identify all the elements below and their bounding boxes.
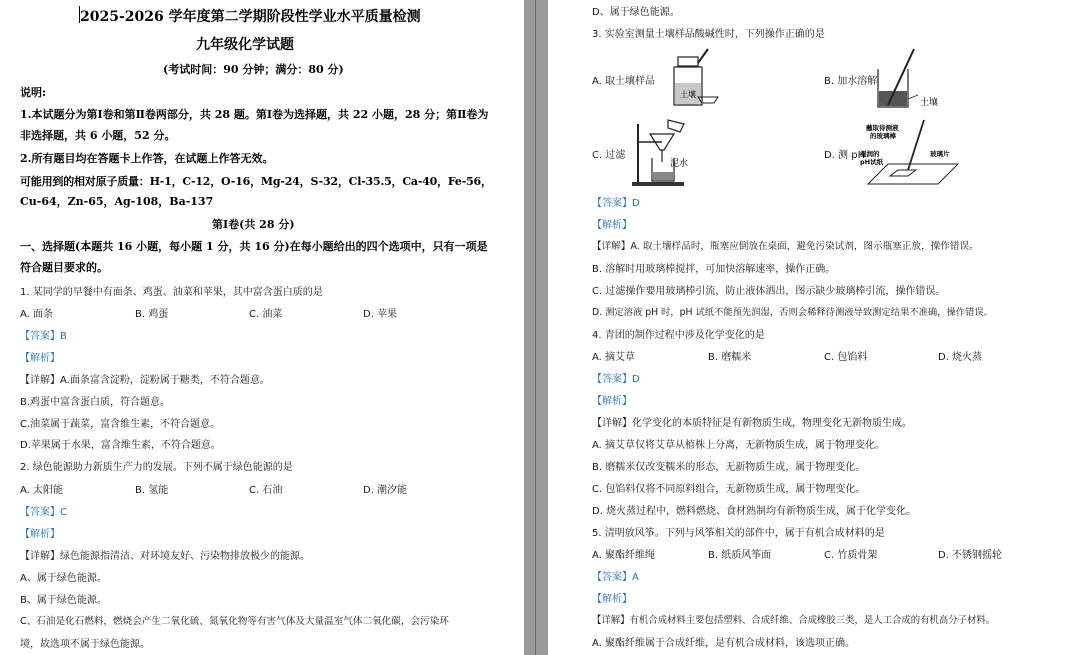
fig-d-label-3: 湿润的 xyxy=(860,150,880,158)
q2-option-d: D. 潮汐能 xyxy=(363,485,408,496)
q5-option-d: D. 不锈钢摇轮 xyxy=(938,550,1003,561)
q3-analysis-label: 【解析】 xyxy=(592,220,632,231)
section-title: 第Ⅰ卷(共 28 分) xyxy=(212,218,295,231)
q1-analysis-label: 【解析】 xyxy=(20,353,60,364)
q1-detail: D.苹果属于水果，富含维生素，不符合题意。 xyxy=(20,440,221,451)
q1-detail: B.鸡蛋中富含蛋白质，符合题意。 xyxy=(20,397,171,408)
q2-option-b: B. 氢能 xyxy=(135,485,169,496)
q3-answer: 【答案】D xyxy=(592,198,640,209)
q3-detail: D. 测定溶液 pH 时，pH 试纸不能预先润湿，否则会稀释待测液导致测定结果不准确，操作错误。 xyxy=(592,307,994,318)
page-gutter xyxy=(524,0,548,655)
q4-option-b: B. 磨糯米 xyxy=(708,352,752,363)
figure-soil-sampling xyxy=(664,47,720,109)
q2-analysis-label: 【解析】 xyxy=(20,529,60,540)
question-2-stem: 2. 绿色能源助力新质生产力的发展。下列不属于绿色能源的是 xyxy=(20,462,293,473)
q3-option-c: C. 过滤 xyxy=(592,150,626,161)
q4-detail: B. 磨糯米仅改变糯米的形态，无新物质生成，属于物理变化。 xyxy=(592,462,866,473)
q3-detail: B. 溶解时用玻璃棒搅拌，可加快溶解速率，操作正确。 xyxy=(592,264,836,275)
q1-detail: 【详解】A.面条富含淀粉，淀粉属于糖类，不符合题意。 xyxy=(20,375,270,386)
exam-title: 2025-2026 学年度第二学期阶段性学业水平质量检测 xyxy=(80,9,421,25)
notes-line: 1.本试题分为第Ⅰ卷和第Ⅱ卷两部分，共 28 题。第Ⅰ卷为选择题，共 22 小题，28 分；第Ⅱ卷为 xyxy=(20,108,489,121)
q1-option-c: C. 油菜 xyxy=(249,309,283,320)
q1-option-d: D. 苹果 xyxy=(363,309,398,320)
fig-d-label-5: 玻璃片 xyxy=(930,150,950,158)
atomic-masses-line: 可能用到的相对原子质量：H-1，C-12，O-16，Mg-24，S-32，Cl-35.5，Ca-40，Fe-56， xyxy=(20,175,492,188)
atomic-masses-line: Cu-64，Zn-65，Ag-108，Ba-137 xyxy=(20,195,214,208)
q1-detail: C.油菜属于蔬菜，富含维生素，不符合题意。 xyxy=(20,419,221,430)
q5-answer: 【答案】A xyxy=(592,572,639,583)
q4-option-a: A. 摘艾草 xyxy=(592,352,636,363)
q2-detail: A、属于绿色能源。 xyxy=(20,573,107,584)
q3-option-a: A. 取土壤样品 xyxy=(592,76,656,87)
exam-subtitle: 九年级化学试题 xyxy=(196,37,294,53)
q2-detail: C、石油是化石燃料，燃烧会产生二氧化硫、氮氧化物等有害气体及大量温室气体二氧化碳，会污染环 xyxy=(20,616,449,627)
q2-detail: 境，故选项不属于绿色能源。 xyxy=(20,639,150,650)
q2-detail: B、属于绿色能源。 xyxy=(20,595,107,606)
page-divider xyxy=(535,0,536,655)
q5-option-b: B. 纸质风筝面 xyxy=(708,550,772,561)
q4-analysis-label: 【解析】 xyxy=(592,396,632,407)
q1-option-a: A. 面条 xyxy=(20,309,54,320)
q5-detail: A. 聚酯纤维属于合成纤维，是有机合成材料，该选项正确。 xyxy=(592,638,856,649)
q3-detail: C. 过滤操作要用玻璃棒引流，防止液体洒出，图示缺少玻璃棒引流，操作错误。 xyxy=(592,286,946,297)
q4-detail: C. 包馅料仅将不同原料组合，无新物质生成，属于物理变化。 xyxy=(592,484,866,495)
q4-answer: 【答案】D xyxy=(592,374,640,385)
q1-option-b: B. 鸡蛋 xyxy=(135,309,169,320)
fig-c-label: 泥水 xyxy=(670,159,689,169)
q2-answer: 【答案】C xyxy=(20,507,67,518)
section-instructions: 一、选择题(本题共 16 小题，每小题 1 分，共 16 分)在每小题给出的四个选项中，只有一项是 xyxy=(20,240,488,253)
question-4-stem: 4. 青团的制作过程中涉及化学变化的是 xyxy=(592,330,765,341)
q5-analysis-label: 【解析】 xyxy=(592,594,632,605)
q3-detail: 【详解】A. 取土壤样品时，瓶塞应倒放在桌面，避免污染试剂，图示瓶塞正放，操作错误。 xyxy=(592,241,979,252)
figure-filtration xyxy=(632,118,704,188)
fig-a-label: 土壤 xyxy=(680,90,696,99)
question-5-stem: 5. 清明放风筝。下列与风筝相关的部件中，属于有机合成材料的是 xyxy=(592,528,885,539)
q2-option-a: A. 太阳能 xyxy=(20,485,64,496)
fig-d-label-2: 的玻璃棒 xyxy=(870,132,896,140)
notes-heading: 说明: xyxy=(20,86,47,99)
q4-detail: 【详解】化学变化的本质特征是有新物质生成，物理变化无新物质生成。 xyxy=(592,418,912,429)
document-page-right xyxy=(548,0,1080,655)
q3-option-b: B. 加水溶解 xyxy=(824,76,878,87)
q5-option-a: A. 聚酯纤维绳 xyxy=(592,550,656,561)
figure-dissolving xyxy=(874,47,956,111)
figure-ph-test xyxy=(860,118,964,188)
notes-line: 2.所有题目均在答题卡上作答，在试题上作答无效。 xyxy=(20,152,274,165)
fig-d-label-4: pH试纸 xyxy=(860,158,884,166)
question-1-stem: 1. 某同学的早餐中有面条、鸡蛋、油菜和苹果，其中富含蛋白质的是 xyxy=(20,287,323,298)
question-3-stem: 3. 实验室测量土壤样品酸碱性时，下列操作正确的是 xyxy=(592,29,825,40)
q5-option-c: C. 竹质骨架 xyxy=(824,550,878,561)
q5-detail: 【详解】有机合成材料主要包括塑料、合成纤维、合成橡胶三类，是人工合成的有机高分子材料。 xyxy=(592,615,996,626)
exam-info: (考试时间：90 分钟；满分：80 分) xyxy=(163,63,344,76)
q4-detail: A. 摘艾草仅将艾草从植株上分离，无新物质生成，属于物理变化。 xyxy=(592,440,886,451)
q2-option-c: C. 石油 xyxy=(249,485,283,496)
q2-detail: 【详解】绿色能源指清洁、对环境友好、污染物排放极少的能源。 xyxy=(20,551,310,562)
fig-b-label: 土壤 xyxy=(920,98,939,108)
q4-option-c: C. 包馅料 xyxy=(824,352,868,363)
section-instructions: 符合题目要求的。 xyxy=(20,261,108,274)
notes-line: 非选择题，共 6 小题，52 分。 xyxy=(20,129,176,142)
document-page-left xyxy=(0,0,524,655)
fig-d-label-1: 蘸取待测液 xyxy=(866,124,899,132)
q4-option-d: D. 烧火蒸 xyxy=(938,352,983,363)
q3-option-d: D. 测 pH xyxy=(824,150,866,161)
q1-answer: 【答案】B xyxy=(20,331,67,342)
q2-detail-continued: D、属于绿色能源。 xyxy=(592,7,680,18)
q4-detail: D. 烧火蒸过程中，燃料燃烧、食材熟制均有新物质生成，属于化学变化。 xyxy=(592,506,917,517)
